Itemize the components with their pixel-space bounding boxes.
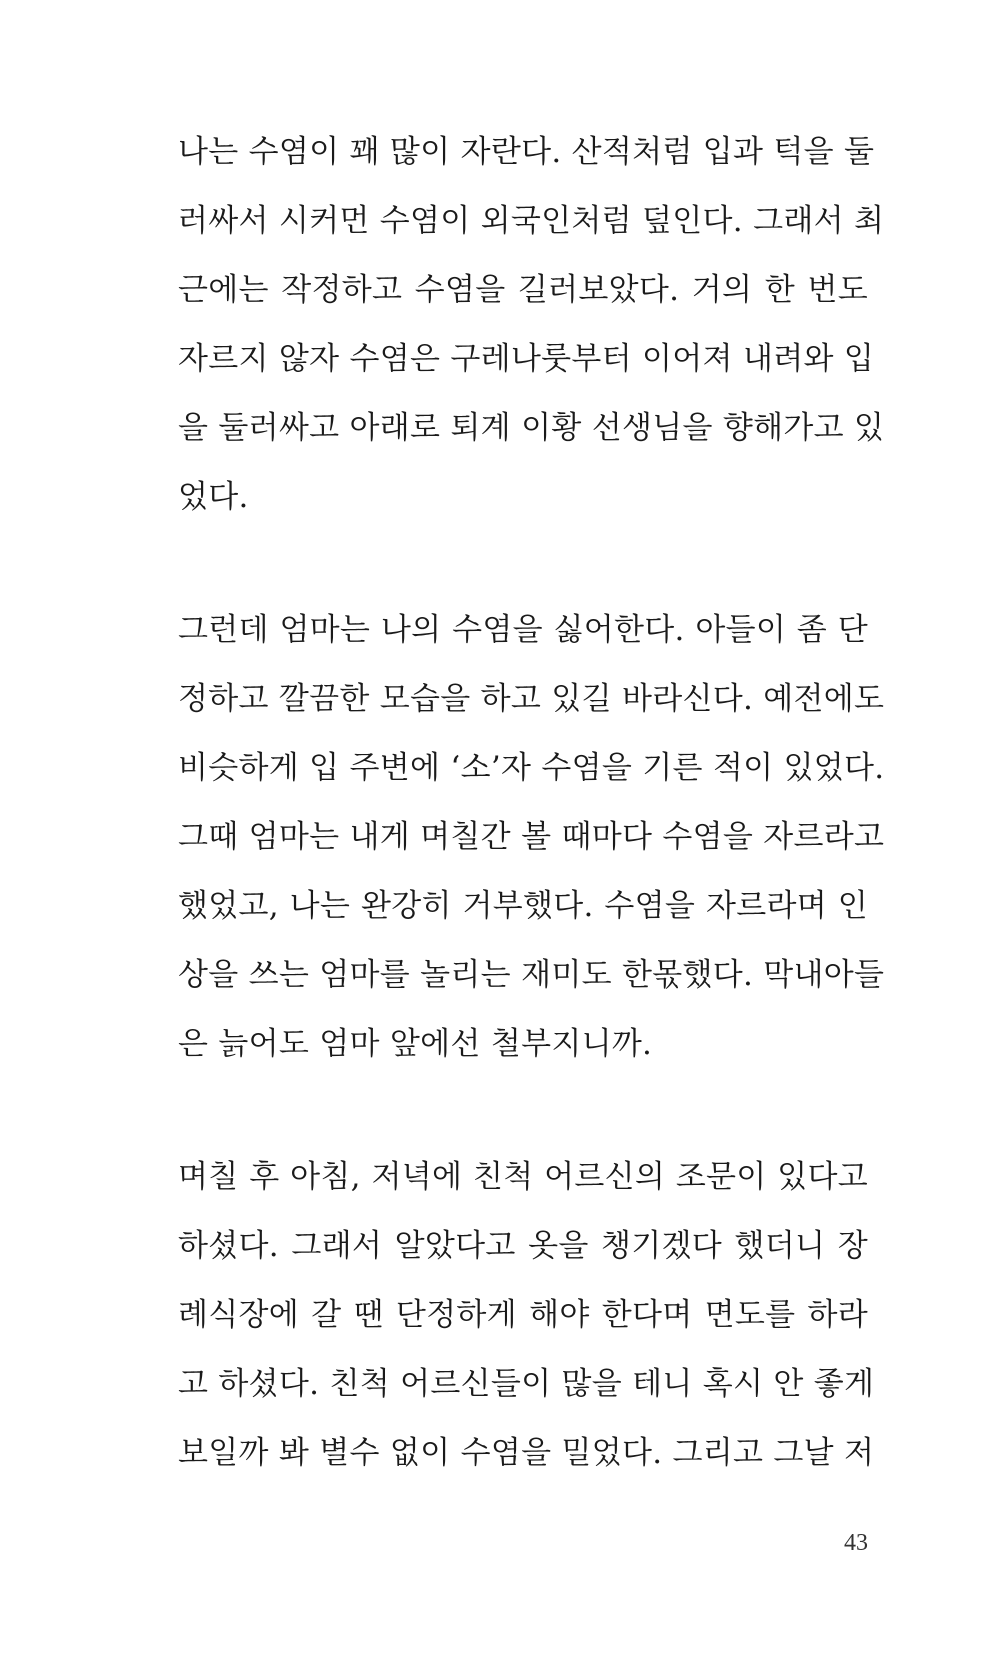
text-line: 근에는 작정하고 수염을 길러보았다. 거의 한 번도 [178, 272, 868, 308]
paragraph-1 [178, 118, 885, 532]
text-line: 례식장에 갈 땐 단정하게 해야 한다며 면도를 하라 [178, 1297, 868, 1333]
text-line: 었다. [178, 479, 249, 515]
text-line: 비슷하게 입 주변에 ‘소’자 수염을 기른 적이 있었다. [178, 750, 885, 786]
text-line: 했었고, 나는 완강히 거부했다. 수염을 자르라며 인 [178, 888, 868, 924]
text-line: 은 늙어도 엄마 앞에선 철부지니까. [178, 1026, 653, 1062]
text-line: 며칠 후 아침, 저녁에 친척 어르신의 조문이 있다고 [178, 1159, 868, 1195]
paragraph-2 [178, 596, 885, 1079]
text-line: 그때 엄마는 내게 며칠간 볼 때마다 수염을 자르라고 [178, 819, 885, 855]
paragraph-3 [178, 1143, 875, 1488]
text-line: 고 하셨다. 친척 어르신들이 많을 테니 혹시 안 좋게 [178, 1366, 875, 1402]
text-line: 을 둘러싸고 아래로 퇴계 이황 선생님을 향해가고 있 [178, 410, 885, 446]
text-line: 정하고 깔끔한 모습을 하고 있길 바라신다. 예전에도 [178, 681, 885, 717]
text-line: 하셨다. 그래서 알았다고 옷을 챙기겠다 했더니 장 [178, 1228, 868, 1264]
text-line: 상을 쓰는 엄마를 놀리는 재미도 한몫했다. 막내아들 [178, 957, 885, 993]
text-line: 나는 수염이 꽤 많이 자란다. 산적처럼 입과 턱을 둘 [178, 134, 875, 170]
text-line: 러싸서 시커먼 수염이 외국인처럼 덮인다. 그래서 최 [178, 203, 885, 239]
text-line: 그런데 엄마는 나의 수염을 싫어한다. 아들이 좀 단 [178, 612, 868, 648]
text-line: 보일까 봐 별수 없이 수염을 밀었다. 그리고 그날 저 [178, 1435, 875, 1471]
text-line: 자르지 않자 수염은 구레나룻부터 이어져 내려와 입 [178, 341, 875, 377]
page-number: 43 [844, 1530, 868, 1556]
